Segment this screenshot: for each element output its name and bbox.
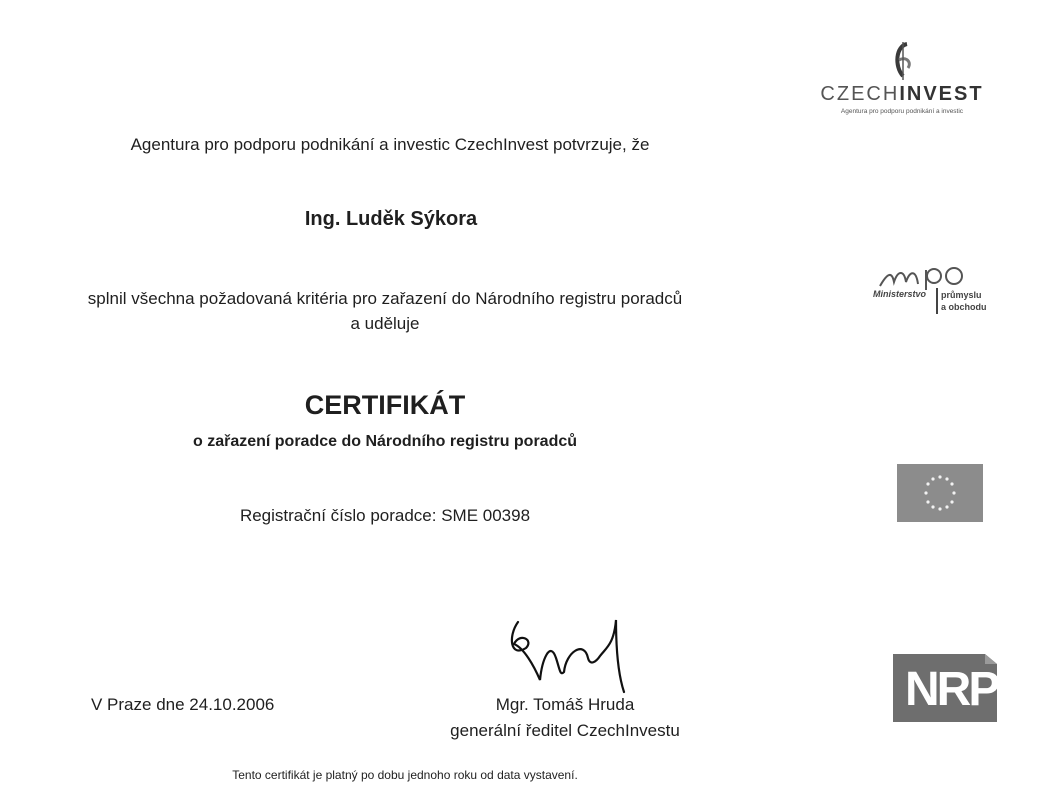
recipient-name: Ing. Luděk Sýkora [304, 208, 478, 230]
mpo-logo [868, 262, 993, 322]
mpo-mark-icon [878, 262, 978, 290]
criteria-text-line1: splnil všechna požadovaná kritéria pro zařazení do Národního registru poradců [87, 289, 683, 308]
certificate-title: CERTIFIKÁT [304, 390, 466, 420]
eu-flag-icon [897, 464, 983, 522]
place-and-date: V Praze dne 24.10.2006 [91, 695, 275, 714]
mpo-label-prumyslu: průmyslu [941, 290, 982, 300]
czechinvest-swirl-icon [888, 40, 918, 82]
nrp-letters: NRP [905, 663, 998, 716]
validity-note: Tento certifikát je platný po dobu jednoho roku od data vystavení. [232, 768, 578, 782]
criteria-text-line2: a uděluje [350, 314, 420, 333]
czechinvest-logo [812, 40, 992, 120]
registration-number: Registrační číslo poradce: SME 00398 [239, 506, 531, 525]
signer-role: generální ředitel CzechInvestu [450, 721, 680, 740]
mpo-label-obchodu: a obchodu [941, 302, 987, 312]
intro-text: Agentura pro podporu podnikání a investic CzechInvest potvrzuje, že [130, 135, 650, 154]
mpo-label-ministerstvo: Ministerstvo [873, 289, 927, 299]
handwritten-signature [500, 600, 650, 700]
certificate-subtitle: o zařazení poradce do Národního registru poradců [192, 433, 578, 450]
czechinvest-tagline: Agentura pro podporu podnikání a investic [840, 108, 964, 115]
signer-name: Mgr. Tomáš Hruda [495, 695, 635, 714]
nrp-logo-icon [893, 654, 997, 722]
czechinvest-wordmark: CZECHINVEST [820, 83, 984, 105]
mpo-divider [936, 288, 938, 314]
